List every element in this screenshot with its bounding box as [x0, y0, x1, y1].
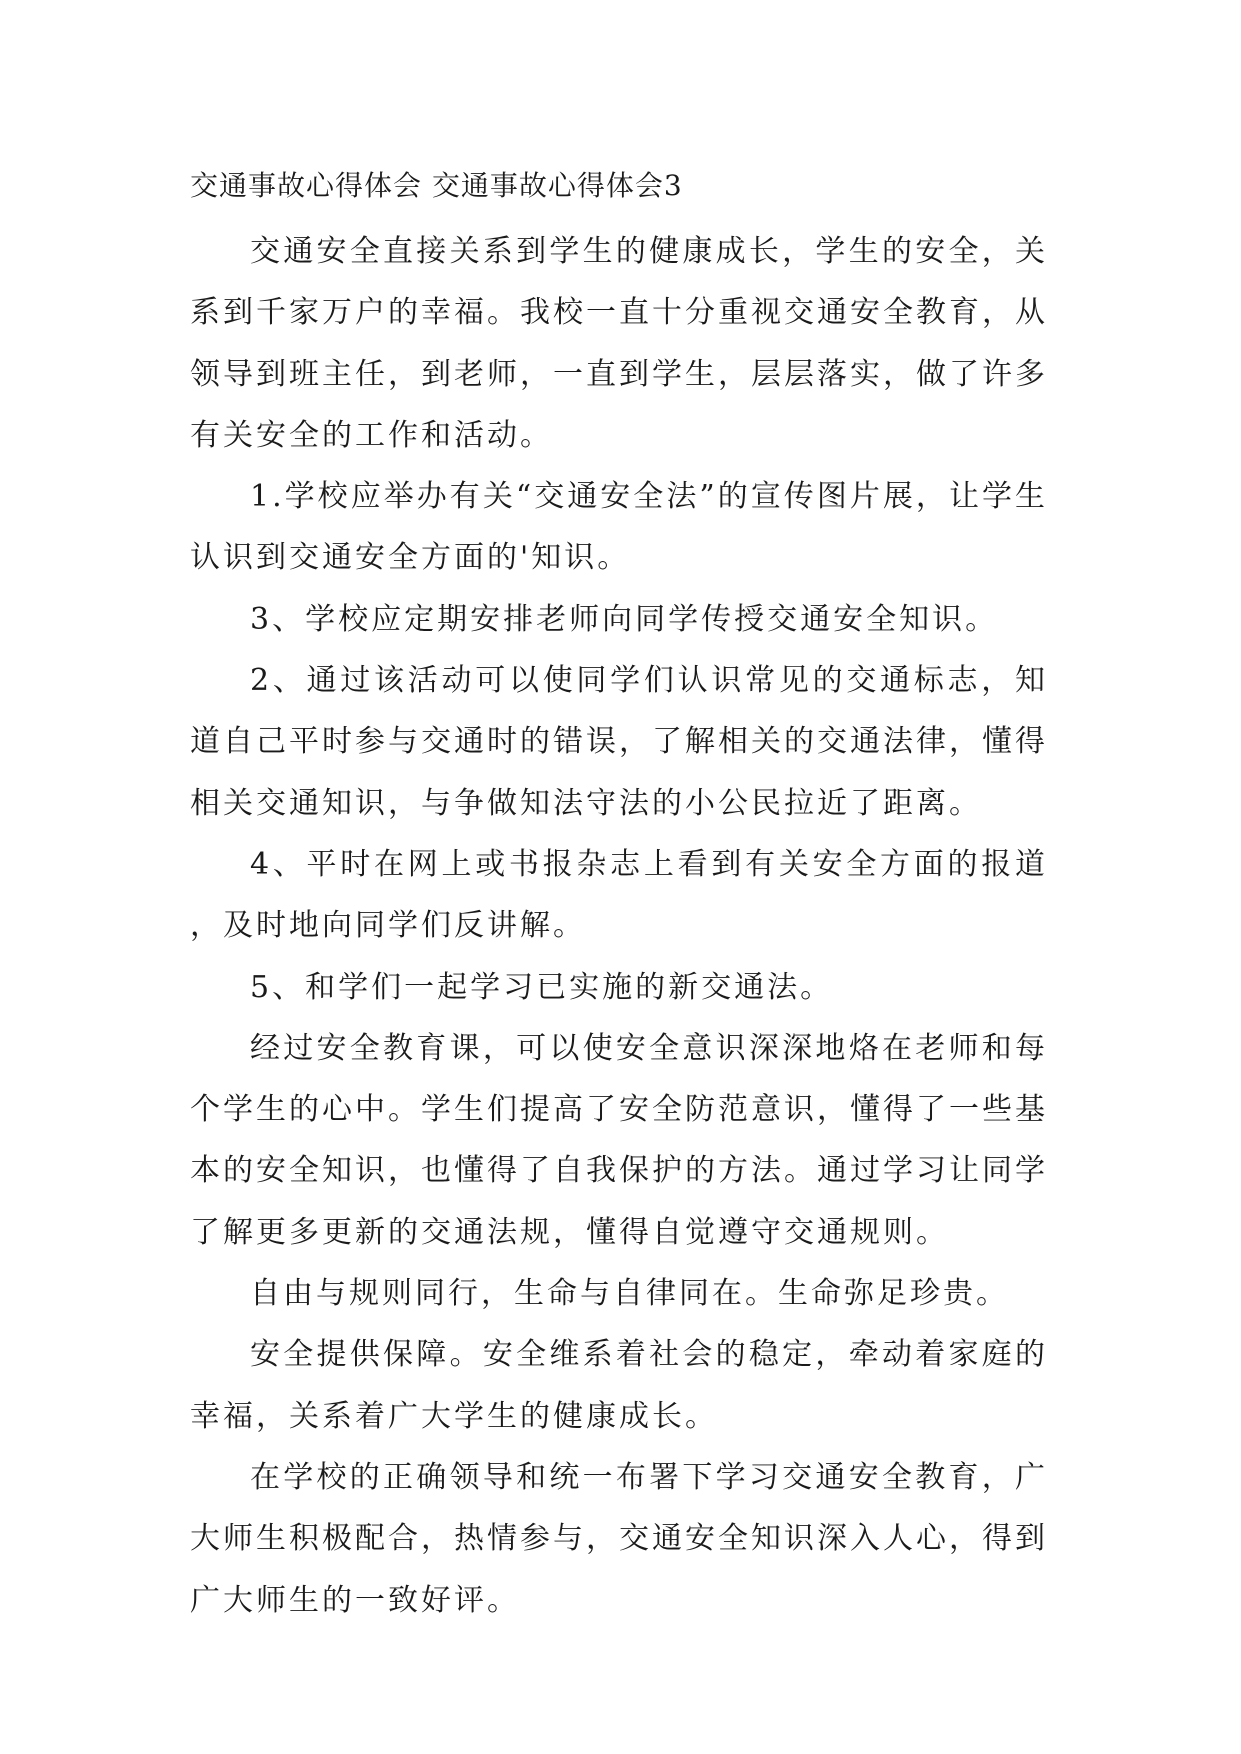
paragraph-conclusion: 在学校的正确领导和统一布署下学习交通安全教育，广大师生积极配合，热情参与，交通安全知识深入人心，得到广大师生的一致好评。 — [190, 1459, 1048, 1618]
paragraph-item-4: 4、平时在网上或书报杂志上看到有关安全方面的报道，及时地向同学们反讲解。 — [190, 846, 1048, 944]
paragraph-item-3: 3、学校应定期安排老师向同学传授交通安全知识。 — [250, 601, 999, 637]
paragraph-motto: 自由与规则同行，生命与自律同在。生命弥足珍贵。 — [250, 1276, 1009, 1312]
paragraph-safety: 安全提供保障。安全维系着社会的稳定，牵动着家庭的幸福，关系着广大学生的健康成长。 — [190, 1337, 1048, 1434]
paragraph-intro: 交通安全直接关系到学生的健康成长，学生的安全，关系到千家万户的幸福。我校一直十分重视交通安全教育，从领导到班主任，到老师，一直到学生，层层落实，做了许多有关安全的工作和活动。 — [190, 234, 1048, 453]
paragraph-item-5: 5、和学们一起学习已实施的新交通法。 — [250, 969, 834, 1005]
document-title: 交通事故心得体会 交通事故心得体会3 — [190, 169, 683, 202]
document-body — [190, 221, 1048, 1631]
paragraph-summary: 经过安全教育课，可以使安全意识深深地烙在老师和每个学生的心中。学生们提高了安全防范意识，懂得了一些基本的安全知识，也懂得了自我保护的方法。通过学习让同学了解更多更新的交通法规，懂得自觉遵守交通规则。 — [190, 1030, 1048, 1250]
paragraph-item-1: 1.学校应举办有关“交通安全法”的宣传图片展，让学生认识到交通安全方面的'知识。 — [190, 479, 1048, 576]
paragraph-item-2: 2、通过该活动可以使同学们认识常见的交通标志，知道自己平时参与交通时的错误，了解相关的交通法律，懂得相关交通知识，与争做知法守法的小公民拉近了距离。 — [190, 663, 1048, 821]
